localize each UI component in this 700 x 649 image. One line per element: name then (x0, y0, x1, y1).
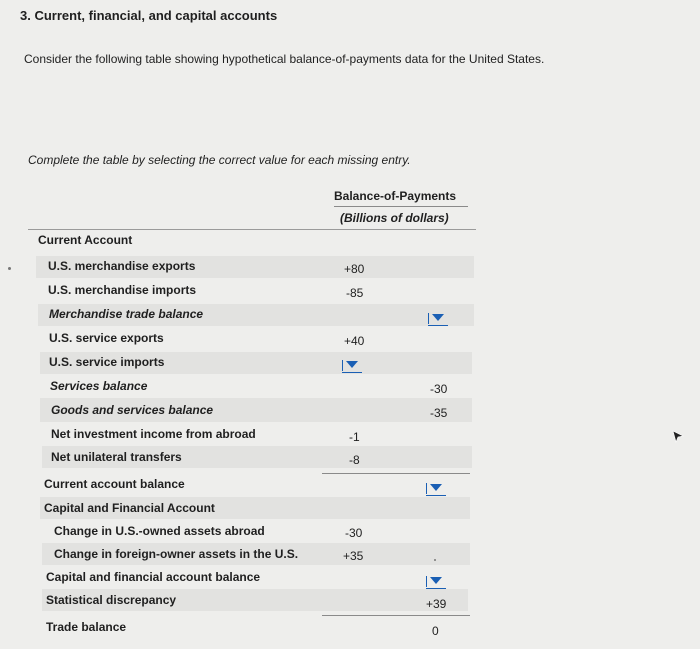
dropdown-caret-bar (426, 483, 427, 494)
intro-text: Consider the following table showing hypothetical balance-of-payments data for the United States. (24, 52, 545, 66)
dropdown-underline (426, 588, 446, 589)
chevron-down-icon (432, 314, 444, 321)
column-header-units: (Billions of dollars) (340, 211, 449, 225)
current-account-balance-dropdown[interactable] (424, 481, 448, 495)
row-label-merch-imports: U.S. merchandise imports (48, 283, 197, 297)
table-top-rule (28, 229, 476, 230)
value-foreign-owned-assets: +35 (343, 549, 364, 563)
row-label-statistical-discrepancy: Statistical discrepancy (46, 593, 177, 607)
row-label-goods-services-balance: Goods and services balance (51, 403, 214, 417)
value-net-investment-income: -1 (349, 430, 360, 444)
column-header-title: Balance-of-Payments (334, 189, 457, 203)
value-merch-imports: -85 (346, 286, 364, 300)
capital-financial-balance-dropdown[interactable] (424, 574, 448, 588)
row-label-current-account-balance: Current account balance (44, 477, 185, 491)
dropdown-underline (426, 495, 446, 496)
decorative-dot (434, 559, 436, 561)
value-services-balance: -30 (430, 382, 448, 396)
value-statistical-discrepancy: +39 (426, 597, 447, 611)
value-net-unilateral-transfers: -8 (349, 453, 360, 467)
dropdown-caret-bar (428, 313, 429, 324)
merch-trade-balance-dropdown[interactable] (426, 311, 450, 325)
value-merch-exports: +80 (344, 262, 365, 276)
row-label-current-account: Current Account (38, 233, 133, 247)
row-label-foreign-owned-assets: Change in foreign-owner assets in the U.S. (54, 547, 299, 561)
row-label-net-unilateral-transfers: Net unilateral transfers (51, 450, 182, 464)
dropdown-underline (342, 372, 362, 373)
row-label-trade-balance: Trade balance (46, 620, 127, 634)
row-label-us-owned-assets: Change in U.S.-owned assets abroad (54, 524, 265, 538)
mouse-pointer-icon (672, 430, 684, 444)
header-divider (334, 206, 468, 207)
dropdown-caret-bar (342, 360, 343, 371)
sum-rule (322, 615, 470, 616)
instruction-text: Complete the table by selecting the correct value for each missing entry. (28, 153, 411, 167)
decorative-dot (8, 267, 11, 270)
row-label-capital-financial-balance: Capital and financial account balance (46, 570, 261, 584)
chevron-down-icon (430, 577, 442, 584)
row-label-services-balance: Services balance (50, 379, 148, 393)
row-label-service-imports: U.S. service imports (49, 355, 165, 369)
chevron-down-icon (430, 484, 442, 491)
row-label-net-investment-income: Net investment income from abroad (51, 427, 256, 441)
dropdown-caret-bar (426, 576, 427, 587)
sum-rule (322, 473, 470, 474)
service-imports-dropdown[interactable] (340, 358, 364, 372)
value-goods-services-balance: -35 (430, 406, 448, 420)
row-label-capital-financial-account: Capital and Financial Account (44, 501, 215, 515)
value-service-exports: +40 (344, 334, 365, 348)
page-title: 3. Current, financial, and capital accounts (20, 8, 278, 23)
row-label-merch-exports: U.S. merchandise exports (48, 259, 196, 273)
chevron-down-icon (346, 361, 358, 368)
dropdown-underline (428, 325, 448, 326)
row-label-service-exports: U.S. service exports (49, 331, 164, 345)
value-us-owned-assets: -30 (345, 526, 363, 540)
value-trade-balance: 0 (432, 624, 439, 638)
row-label-merch-balance: Merchandise trade balance (49, 307, 204, 321)
